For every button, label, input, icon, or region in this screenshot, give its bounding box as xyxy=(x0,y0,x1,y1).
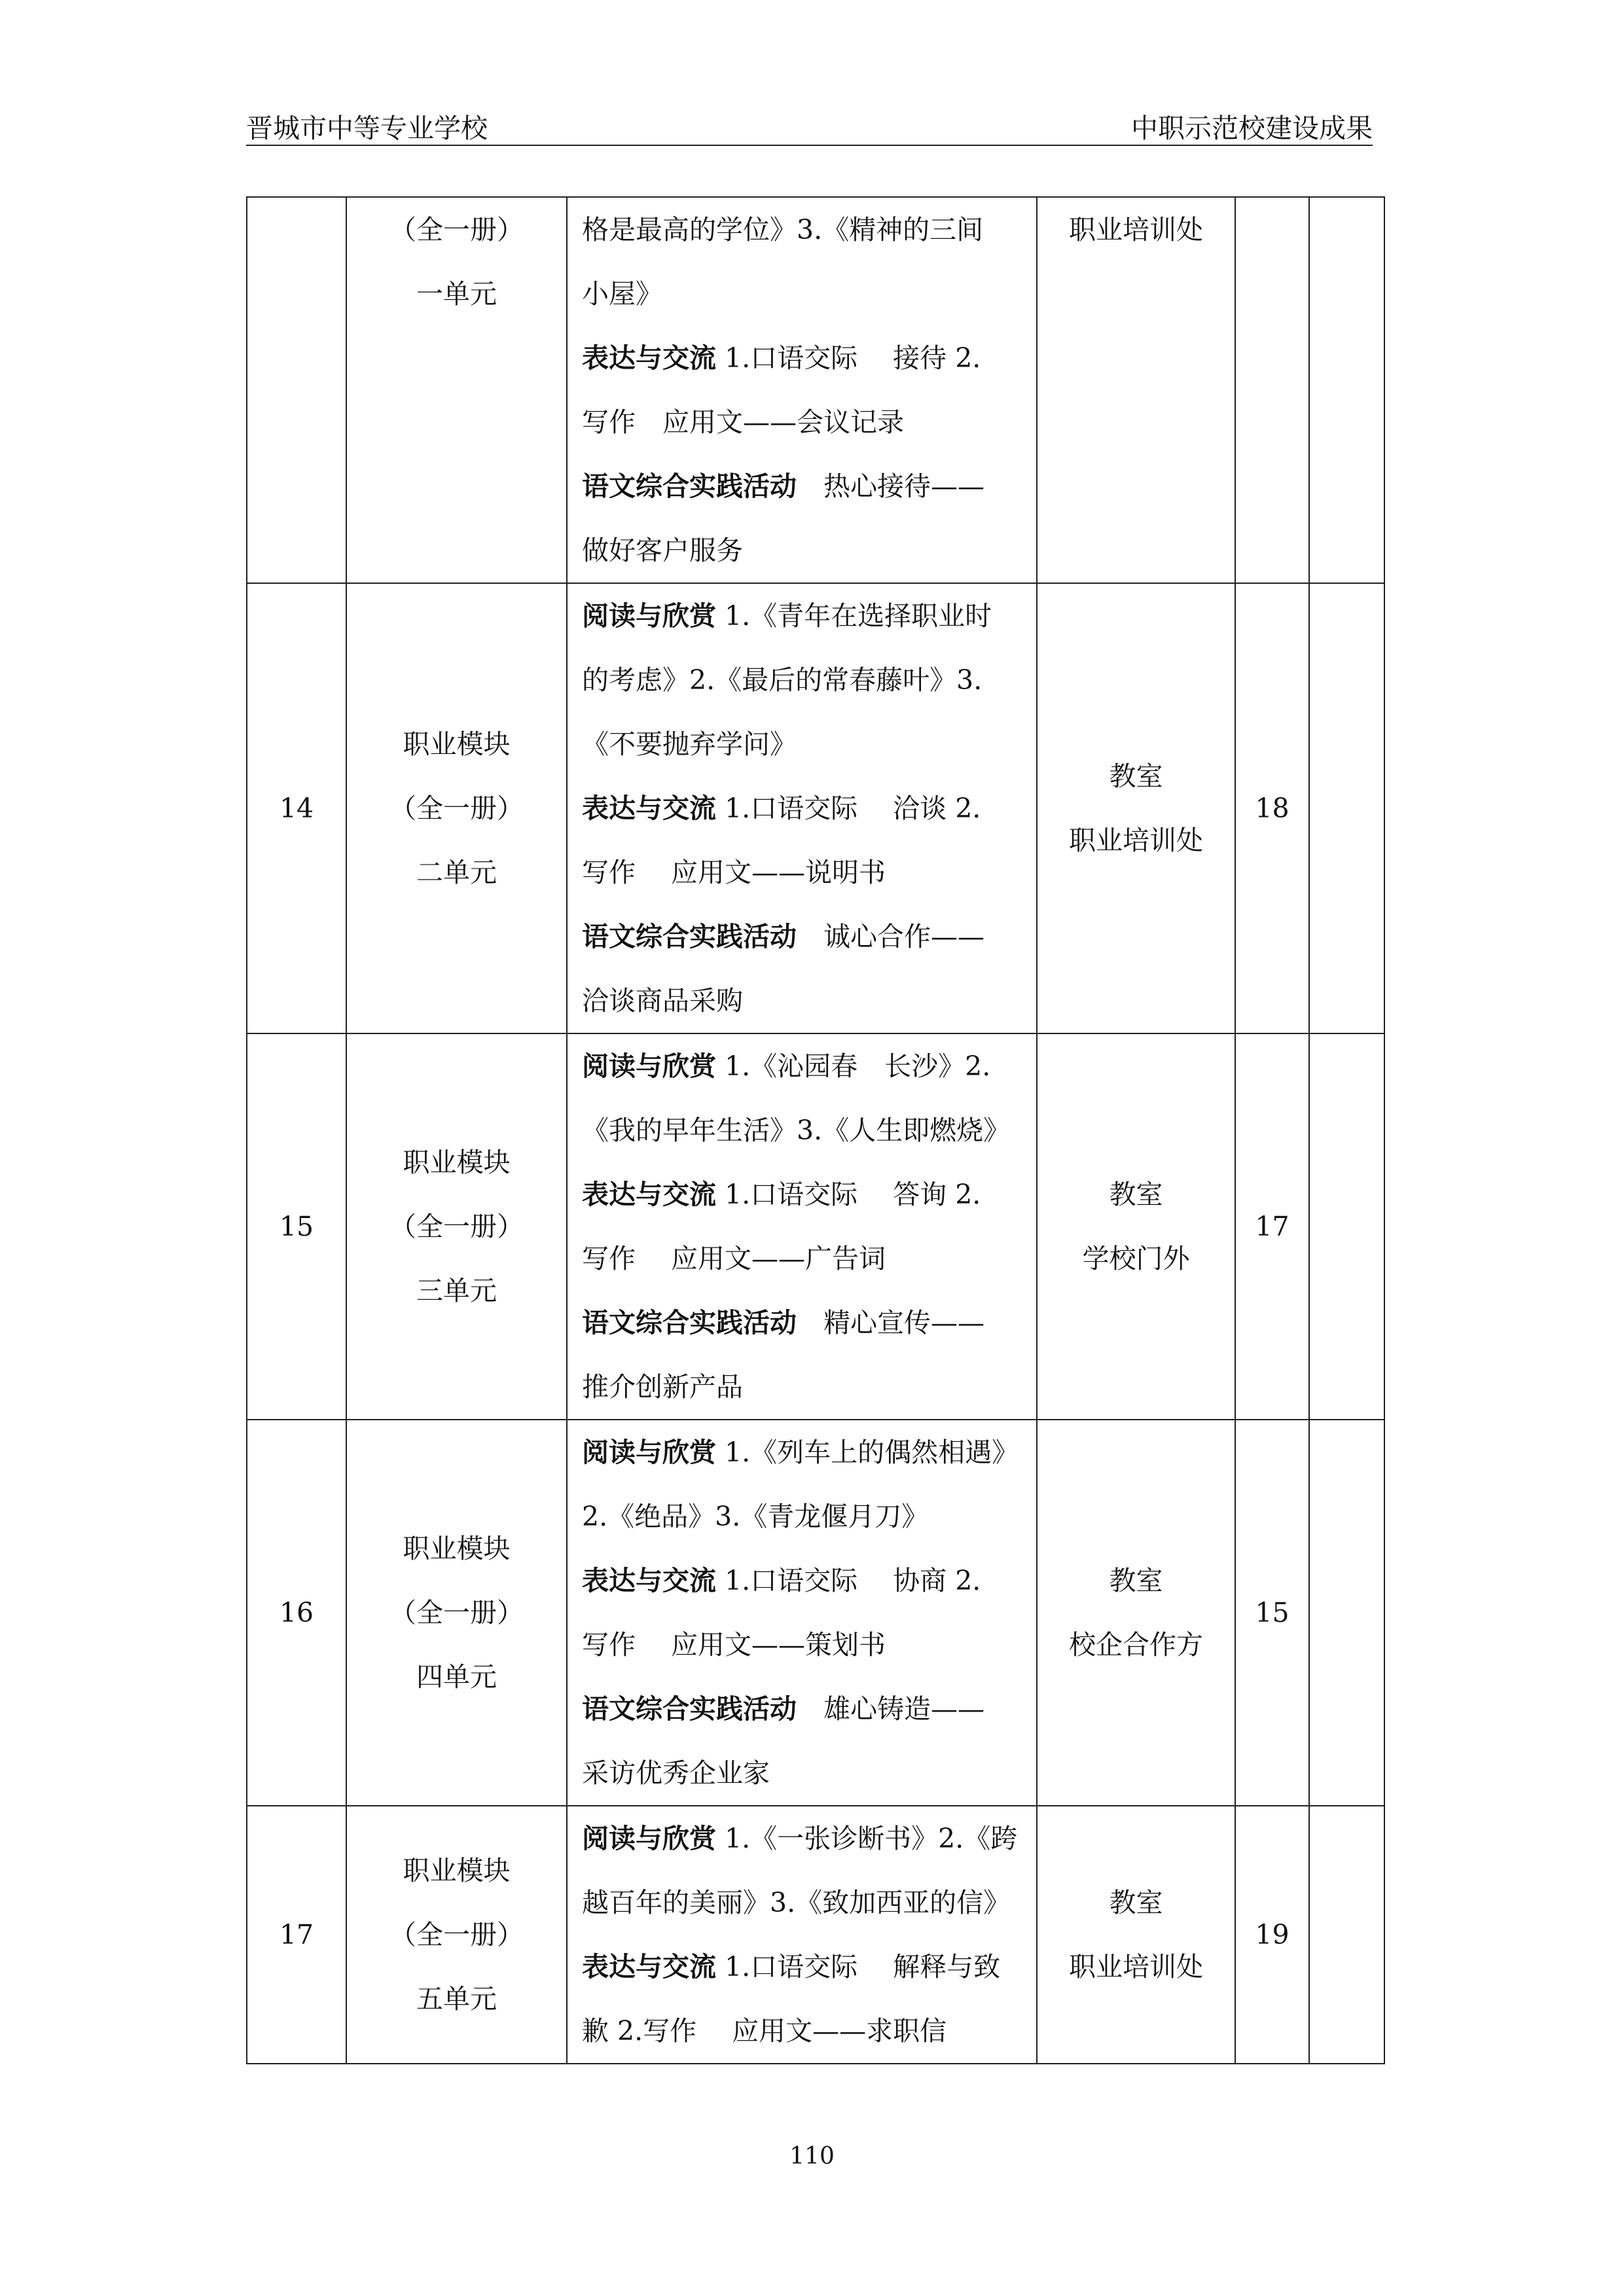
content-line xyxy=(582,905,1027,969)
content-cell xyxy=(567,1033,1037,1420)
header-section-title: 中职示范校建设成果 xyxy=(1131,113,1373,144)
content-line xyxy=(582,1871,1027,1935)
hours-cell: 17 xyxy=(1235,1033,1309,1420)
content-text: 1.口语交际 洽谈 2. xyxy=(716,793,981,824)
table-row xyxy=(247,1420,1384,1806)
module-line: 职业模块 xyxy=(403,1855,511,1886)
content-text: 热心接待—— xyxy=(797,471,984,502)
place-line: 校企合作方 xyxy=(1069,1629,1203,1660)
content-line xyxy=(582,1549,1027,1613)
table-row xyxy=(247,197,1384,583)
content-line xyxy=(582,584,1027,648)
place-cell xyxy=(1037,197,1235,583)
note-cell xyxy=(1309,197,1384,583)
hours-cell xyxy=(1235,197,1309,583)
place-line: 职业培训处 xyxy=(1069,214,1203,245)
content-line xyxy=(582,712,1027,776)
content-line xyxy=(582,1162,1027,1227)
module-cell xyxy=(346,1420,567,1806)
section-heading: 表达与交流 xyxy=(582,1951,716,1982)
module-cell xyxy=(346,1033,567,1420)
content-line xyxy=(582,1677,1027,1741)
hours-cell: 18 xyxy=(1235,583,1309,1033)
place-line: 教室 xyxy=(1109,1179,1163,1210)
content-text: 歉 2.写作 应用文——求职信 xyxy=(582,2015,947,2047)
course-schedule-table xyxy=(246,196,1385,2064)
content-text: 1.口语交际 接待 2. xyxy=(716,342,981,374)
table-row xyxy=(247,1033,1384,1420)
section-heading: 表达与交流 xyxy=(582,342,716,374)
content-text: 1.《列车上的偶然相遇》 xyxy=(716,1437,1019,1468)
content-text: 写作 应用文——会议记录 xyxy=(582,406,904,438)
content-text: 1.口语交际 答询 2. xyxy=(716,1179,981,1210)
content-line xyxy=(582,198,1027,262)
content-line xyxy=(582,1484,1027,1549)
section-heading: 阅读与欣赏 xyxy=(582,1437,716,1468)
module-line: 二单元 xyxy=(416,857,497,888)
content-line xyxy=(582,1098,1027,1162)
module-line: 三单元 xyxy=(416,1275,497,1306)
row-number: 17 xyxy=(247,1806,346,2064)
place-cell xyxy=(1037,1420,1235,1806)
module-line: （全一册） xyxy=(389,1211,524,1242)
content-text: 《不要抛弃学问》 xyxy=(582,728,797,760)
module-line: （全一册） xyxy=(389,214,524,245)
content-line xyxy=(582,1034,1027,1098)
table-body xyxy=(247,197,1384,2064)
note-cell xyxy=(1309,583,1384,1033)
section-heading: 表达与交流 xyxy=(582,1179,716,1210)
section-heading: 语文综合实践活动 xyxy=(582,921,797,952)
section-heading: 表达与交流 xyxy=(582,1565,716,1596)
content-cell xyxy=(567,583,1037,1033)
content-line xyxy=(582,1935,1027,1999)
content-text: 写作 应用文——策划书 xyxy=(582,1629,886,1660)
content-line xyxy=(582,326,1027,390)
note-cell xyxy=(1309,1806,1384,2064)
content-line xyxy=(582,1355,1027,1419)
content-line xyxy=(582,1806,1027,1871)
content-text: 洽谈商品采购 xyxy=(582,985,743,1016)
module-line: 一单元 xyxy=(416,278,497,310)
header-rule xyxy=(246,145,1373,146)
hours-cell: 19 xyxy=(1235,1806,1309,2064)
content-line xyxy=(582,1420,1027,1484)
section-heading: 阅读与欣赏 xyxy=(582,1823,716,1854)
content-text: 写作 应用文——广告词 xyxy=(582,1243,886,1274)
place-line: 学校门外 xyxy=(1082,1243,1190,1274)
content-line xyxy=(582,1291,1027,1355)
module-line: 职业模块 xyxy=(403,728,511,760)
module-line: 职业模块 xyxy=(403,1533,511,1564)
content-line xyxy=(582,1999,1027,2063)
module-line: （全一册） xyxy=(389,793,524,824)
content-text: 的考虑》2.《最后的常春藤叶》3. xyxy=(582,664,983,696)
content-line xyxy=(582,776,1027,840)
content-text: 1.《青年在选择职业时 xyxy=(716,600,992,632)
place-cell xyxy=(1037,1033,1235,1420)
hours-cell: 15 xyxy=(1235,1420,1309,1806)
content-line xyxy=(582,1613,1027,1677)
row-number xyxy=(247,197,346,583)
content-text: 《我的早年生活》3.《人生即燃烧》 xyxy=(582,1115,1011,1146)
content-text: 1.《沁园春 长沙》2. xyxy=(716,1050,991,1082)
section-heading: 阅读与欣赏 xyxy=(582,1050,716,1082)
table-row xyxy=(247,583,1384,1033)
content-cell xyxy=(567,1806,1037,2064)
module-line: 职业模块 xyxy=(403,1147,511,1178)
module-line: （全一册） xyxy=(389,1597,524,1628)
content-line xyxy=(582,969,1027,1033)
content-text: 格是最高的学位》3.《精神的三间 xyxy=(582,214,984,245)
content-text: 1.口语交际 解释与致 xyxy=(716,1951,1001,1982)
module-cell xyxy=(346,1806,567,2064)
note-cell xyxy=(1309,1420,1384,1806)
place-line: 职业培训处 xyxy=(1069,1951,1203,1982)
section-heading: 阅读与欣赏 xyxy=(582,600,716,632)
table-row xyxy=(247,1806,1384,2064)
content-line xyxy=(582,518,1027,583)
content-line xyxy=(582,1227,1027,1291)
content-line xyxy=(582,454,1027,518)
content-text: 2.《绝品》3.《青龙偃月刀》 xyxy=(582,1501,929,1532)
place-line: 教室 xyxy=(1109,1887,1163,1918)
content-text: 小屋》 xyxy=(582,278,662,310)
place-line: 职业培训处 xyxy=(1069,825,1203,856)
content-text: 诚心合作—— xyxy=(797,921,984,952)
content-text: 越百年的美丽》3.《致加西亚的信》 xyxy=(582,1887,1011,1918)
content-line xyxy=(582,840,1027,905)
content-line xyxy=(582,262,1027,326)
place-cell xyxy=(1037,583,1235,1033)
content-text: 推介创新产品 xyxy=(582,1371,743,1403)
section-heading: 语文综合实践活动 xyxy=(582,471,797,502)
header-school-name: 晋城市中等专业学校 xyxy=(246,113,488,144)
content-text: 采访优秀企业家 xyxy=(582,1757,770,1789)
place-line: 教室 xyxy=(1109,1565,1163,1596)
section-heading: 表达与交流 xyxy=(582,793,716,824)
content-text: 精心宣传—— xyxy=(797,1307,984,1338)
section-heading: 语文综合实践活动 xyxy=(582,1307,797,1338)
content-cell xyxy=(567,197,1037,583)
place-cell xyxy=(1037,1806,1235,2064)
place-line: 教室 xyxy=(1109,761,1163,792)
row-number: 15 xyxy=(247,1033,346,1420)
module-line: （全一册） xyxy=(389,1919,524,1950)
content-line xyxy=(582,1741,1027,1805)
note-cell xyxy=(1309,1033,1384,1420)
content-text: 做好客户服务 xyxy=(582,535,743,566)
content-line xyxy=(582,648,1027,712)
row-number: 14 xyxy=(247,583,346,1033)
page-number: 110 xyxy=(789,2143,835,2170)
module-line: 五单元 xyxy=(416,1983,497,2015)
content-text: 雄心铸造—— xyxy=(797,1693,984,1725)
content-cell xyxy=(567,1420,1037,1806)
content-text: 1.《一张诊断书》2.《跨 xyxy=(716,1823,1018,1854)
content-text: 写作 应用文——说明书 xyxy=(582,857,886,888)
content-line xyxy=(582,390,1027,454)
module-cell xyxy=(346,197,567,583)
section-heading: 语文综合实践活动 xyxy=(582,1693,797,1725)
row-number: 16 xyxy=(247,1420,346,1806)
module-cell xyxy=(346,583,567,1033)
content-text: 1.口语交际 协商 2. xyxy=(716,1565,981,1596)
module-line: 四单元 xyxy=(416,1661,497,1693)
